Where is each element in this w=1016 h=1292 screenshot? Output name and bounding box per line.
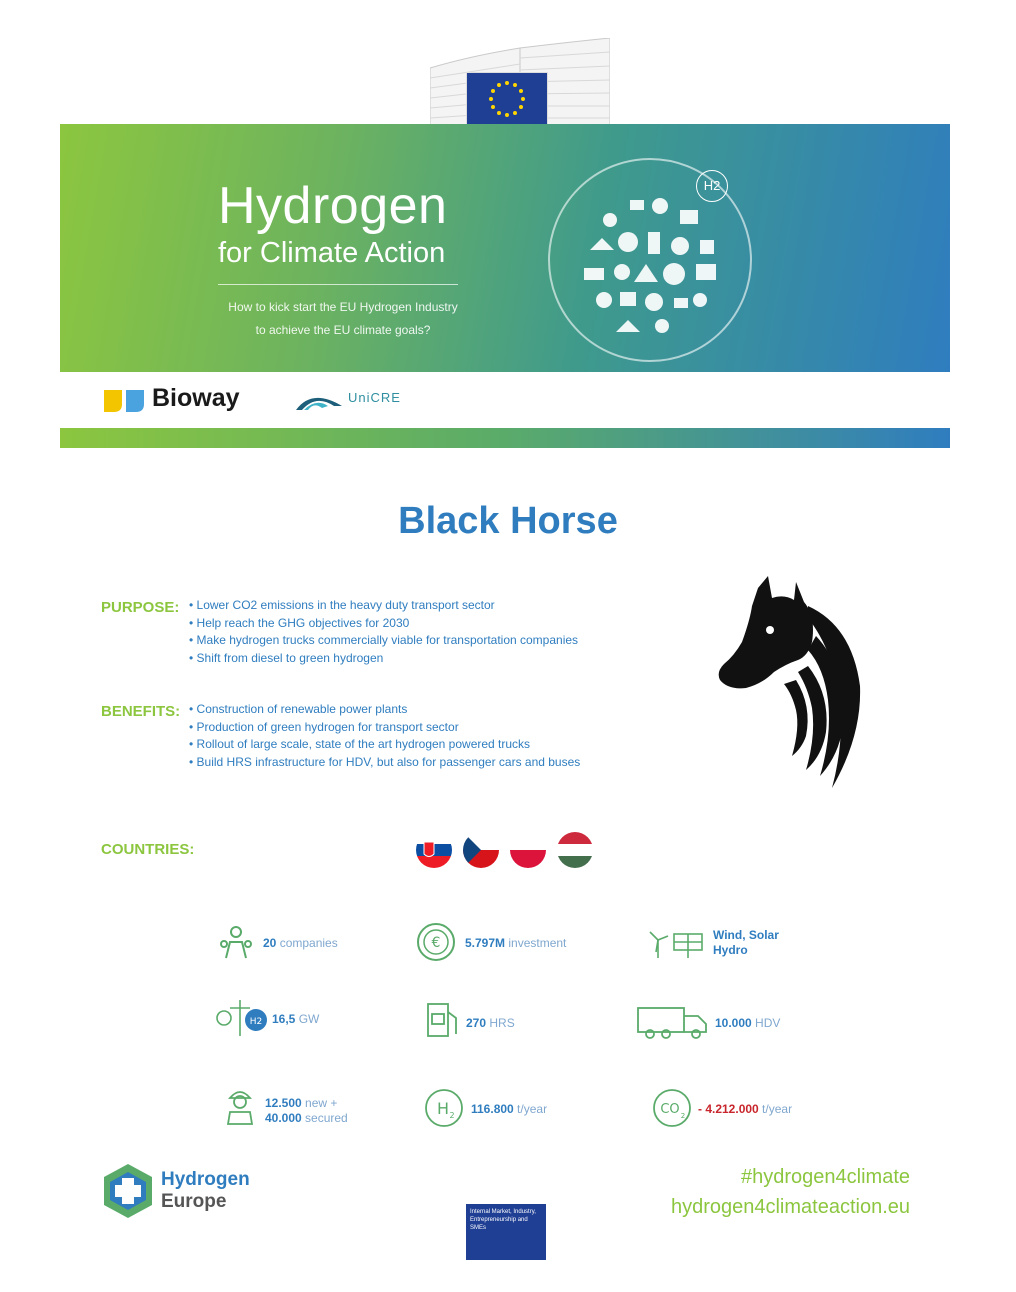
- gradient-strip: [60, 428, 950, 448]
- svg-text:€: €: [431, 935, 441, 951]
- bioway-logo-icon: [102, 388, 146, 414]
- list-item: • Construction of renewable power plants: [189, 702, 408, 716]
- stat-value: 12.500: [265, 1096, 302, 1110]
- benefits-label: BENEFITS:: [101, 703, 181, 720]
- h2-molecule-icon: [424, 1088, 464, 1128]
- stat-value: 5.797M: [465, 936, 506, 950]
- black-horse-icon: [712, 576, 872, 796]
- banner-title: Hydrogen: [218, 177, 448, 235]
- czech-flag-icon: [463, 832, 499, 868]
- svg-text:2: 2: [449, 1111, 455, 1120]
- banner-question-line-2: to achieve the EU climate goals?: [255, 323, 431, 337]
- stat-value: Wind, Solar: [713, 928, 779, 942]
- svg-text:2: 2: [680, 1112, 686, 1120]
- svg-text:H2: H2: [249, 1017, 263, 1027]
- banner-question-line-1: How to kick start the EU Hydrogen Industry: [228, 300, 458, 314]
- list-item: • Help reach the GHG objectives for 2030: [189, 615, 410, 630]
- svg-text:CO: CO: [660, 1102, 680, 1117]
- stat-companies: [263, 936, 338, 951]
- stat-unit: HRS: [486, 1016, 515, 1030]
- benefits-list: [189, 701, 580, 771]
- h2-badge: H2: [696, 170, 728, 202]
- stat-unit: companies: [276, 936, 338, 950]
- eu-flag-icon: [467, 73, 547, 125]
- hydrogen-europe-line-2: Europe: [161, 1191, 227, 1212]
- stat-value: 16,5: [272, 1012, 296, 1026]
- hungary-flag-icon: [557, 832, 593, 868]
- hydrogen-europe-logo-icon: [100, 1162, 156, 1220]
- stat-value: 116.800: [471, 1102, 514, 1116]
- list-item: • Lower CO2 emissions in the heavy duty transport sector: [189, 598, 495, 612]
- hashtag-text[interactable]: #hydrogen4climate: [741, 1166, 910, 1188]
- list-item: • Make hydrogen trucks commercially viable for transportation companies: [189, 633, 579, 647]
- purpose-list: [189, 597, 578, 667]
- bioway-logo-text: Bioway: [152, 384, 240, 412]
- unicre-logo-text: UniCRE: [348, 390, 401, 405]
- capacity-gw-icon: [214, 998, 268, 1038]
- website-link[interactable]: hydrogen4climateaction.eu: [670, 1196, 910, 1218]
- stat-unit: t/year: [758, 1102, 793, 1116]
- stat-value: 10.000: [715, 1016, 752, 1030]
- stat-unit: investment: [505, 936, 567, 950]
- banner-subtitle: for Climate Action: [218, 237, 446, 269]
- banner-question: [218, 296, 468, 342]
- stat-capacity: [272, 1012, 319, 1027]
- stat-hdv: [715, 1016, 780, 1031]
- stat-unit: new +: [301, 1096, 338, 1110]
- stat-unit: secured: [301, 1111, 348, 1125]
- truck-icon: [636, 1002, 710, 1042]
- purpose-label: PURPOSE:: [101, 599, 180, 616]
- list-item: • Rollout of large scale, state of the art hydrogen powered trucks: [189, 737, 531, 751]
- countries-label: COUNTRIES:: [101, 841, 195, 858]
- stat-value: - 4.212.000: [698, 1102, 759, 1116]
- stat-unit: GW: [295, 1012, 320, 1026]
- stat-value: 270: [466, 1016, 487, 1030]
- stat-co2-reduction: [698, 1102, 792, 1117]
- co2-icon: [652, 1088, 692, 1128]
- poland-flag-icon: [510, 832, 546, 868]
- stat-hrs: [466, 1016, 515, 1031]
- wind-solar-hydro-icon: [644, 922, 708, 962]
- stat-unit: HDV: [751, 1016, 781, 1030]
- hydrogen-station-icon: [424, 1000, 464, 1040]
- stat-energy-sources: [713, 928, 779, 958]
- list-item: • Build HRS infrastructure for HDV, but also for passenger cars and buses: [189, 754, 581, 769]
- stat-value: Hydro: [713, 943, 748, 957]
- hero-banner: [60, 124, 950, 372]
- stat-value: 40.000: [265, 1111, 302, 1125]
- hydrogen-europe-line-1: Hydrogen: [161, 1169, 250, 1190]
- list-item: • Shift from diesel to green hydrogen: [189, 650, 384, 665]
- stat-jobs: [265, 1096, 348, 1126]
- banner-divider: [218, 284, 458, 285]
- svg-text:H: H: [436, 1099, 450, 1118]
- stat-investment: [465, 936, 566, 951]
- euro-icon: [416, 922, 456, 962]
- list-item: • Production of green hydrogen for transport sector: [189, 719, 459, 734]
- worker-icon: [220, 1086, 260, 1126]
- unicre-logo-icon: [294, 388, 344, 412]
- slovakia-flag-icon: [416, 832, 452, 868]
- dg-grow-logo: Internal Market, Industry, Entrepreneurship and SMEs: [466, 1204, 546, 1260]
- companies-icon: [216, 922, 256, 962]
- stat-unit: t/year: [513, 1102, 548, 1116]
- project-title: Black Horse: [398, 500, 618, 542]
- stat-h2-production: [471, 1102, 547, 1117]
- stat-value: 20: [263, 936, 277, 950]
